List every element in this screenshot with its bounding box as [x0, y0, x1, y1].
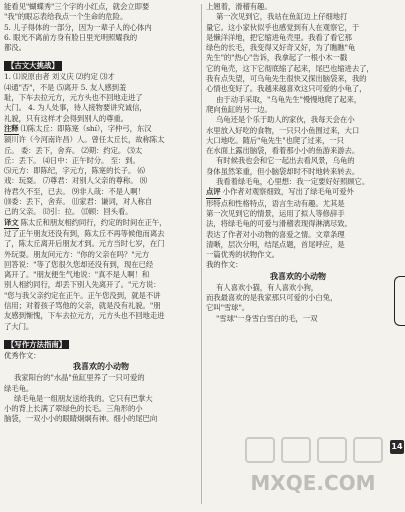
essay-continued-line: 第一次见到它，我站在鱼缸边上仔细地打: [216, 12, 348, 22]
notes-line: 注释 ⑴陈太丘：即陈寔（shí），字仲弓，东汉: [4, 124, 198, 135]
essay-continued-line: 在水面上露出脑袋，看着那小小的鱼游来游去。: [206, 146, 360, 156]
translation-line: 别人相约同行，却丢下别人先离开了。"元方说：: [4, 280, 161, 290]
notes-line: 丘。 委：丢下，舍弃。 ⑵期：约定。 ⑶太: [4, 145, 142, 155]
comment-line: 形特点和性格特点，语言生动有趣。尤其是: [206, 198, 345, 208]
essay-continued-line: 身体虽然笨重，但小脑袋却时不时地转来转去。: [206, 166, 360, 176]
translation-line: 过了正午朋友还没有到，陈太丘不再等候他而离去: [4, 228, 165, 238]
notes-line: ⑸元方：即陈纪，字元方，陈寔的长子。 ⑹: [4, 166, 145, 176]
my-writing-label: 我的作文：: [206, 260, 243, 270]
right-column: [206, 2, 390, 324]
translation-line: 回答说："等了您很久您却还没有到，现在已经: [4, 259, 154, 269]
notes-line: 丘：丢下。 ⑷日中：正午时分。 至：到。: [4, 155, 140, 165]
essay-continued-line: 我看着绿毛龟，心里想：我一定要好好照顾它。: [216, 177, 370, 187]
notes-line: 颍川许（今河南许昌）人。曾任太丘长，故称陈太: [4, 135, 165, 145]
essay-continued-line: 心情也变好了。我越来越喜欢这只可爱的小龟了，: [206, 84, 367, 94]
comment-line: 第一次见到它的情景，运用了拟人等修辞手: [206, 208, 345, 218]
notes-line: ⑽委：丢下，舍弃。 ⑾家君：谦词，对人称自: [4, 197, 153, 207]
comment-label: 点评: [206, 187, 221, 198]
essay-continued-line: 量它。这小家伙似乎也感觉到有人在观察它，于: [206, 22, 360, 32]
translation-line: 外玩耍。朋友问元方："你的父亲在吗？"元方: [4, 249, 150, 259]
comment-line: 点评 小作者对观察细致，写出了绿毛龟可爱外: [206, 187, 390, 198]
classic-answer-line: 耻，下车去拉元方，元方头也不回地走进了: [4, 93, 143, 103]
classic-answer-line: 1. ⑴说原由者 刘义庆 ⑵约定 ⑶才: [4, 72, 115, 82]
answer-line: 都没。: [4, 43, 26, 53]
svg-text:MXQE.COM: MXQE.COM: [250, 471, 376, 495]
comment-line: 一篇优秀的状物作文。: [206, 250, 279, 260]
answer-line: 5. 儿子得体的一部分，因为一辈子人的心体内: [4, 22, 152, 32]
essay-continued-line: 上翘着，滑稽有趣。: [206, 2, 272, 11]
essay-continued-line: 水里放入好吃的食物，一只只小鱼围过来，大口: [206, 125, 360, 135]
essay-title: 我喜欢的小动物: [73, 362, 129, 372]
essay-continued-line: 我有点失望，可乌龟先生很快又探出脑袋来，我的: [206, 74, 367, 84]
student-essay-line: 它叫"雪球"。: [206, 303, 250, 313]
translation-line: 译文 陈太丘和朋友相约同行，约定的时间在正午，: [4, 218, 198, 229]
translation-line: 了，陈太丘离开后朋友才到。元方当时七岁，在门: [4, 239, 165, 249]
translation-line: 离开了。"朋友便生气地说："真不是人啊！和: [4, 270, 150, 280]
translation-line: 信用；对着孩子骂他的父亲，就是没有礼貌。"朋: [4, 301, 161, 311]
essay-continued-line: 它的龟壳，这下它彻底缩了起来，尾巴也缩进去了，: [206, 63, 374, 73]
essay-continued-line: 绿色的长毛，我变得又好奇又好，为了瞧瞧"龟: [206, 43, 356, 53]
essay-line: 绿毛龟。: [4, 383, 34, 393]
essay-line: 脑袋，一双小小的眼睛炯炯有神。细小的尾巴向: [4, 414, 158, 424]
column-divider: [201, 4, 202, 504]
essay-line: 我家阳台的"水晶"鱼缸里养了一只可爱的: [14, 373, 145, 383]
classic-answer-line: 礼貌，只有这样才会得到别人的尊重。: [4, 113, 128, 123]
comment-line: 法，将绿毛龟的可爱与滑稽表现得淋漓尽致。: [206, 219, 352, 229]
comment-line: 清晰，层次分明，结尾点题，首尾呼应，是: [206, 239, 345, 249]
page-tab-marker: [394, 276, 405, 326]
notes-line: 待君久不至，已去。 ⑼非人哉：不是人啊！: [4, 186, 145, 196]
essay-continued-line: 有时候我也会和它一起出去看风景，乌龟的: [216, 156, 355, 166]
essay-title: 我喜欢的小动物: [270, 271, 326, 281]
translation-line: "您与我父亲约定在正午。正午您没到，就是不讲: [4, 290, 161, 300]
watermark-logo: [238, 432, 388, 502]
translation-label: 译文: [4, 218, 19, 229]
section-heading-classic: 【古文大挑战】: [4, 61, 62, 71]
answer-line: 能看见"蝴蝶秀"三个字的小红点，就会立即要: [4, 2, 150, 11]
essay-line: 小的背上长满了翠绿色的长毛。三角形的小: [4, 404, 143, 414]
translation-line: 了大门。: [4, 321, 34, 331]
left-column: [4, 2, 198, 425]
essay-continued-line: 由于动手采取，"乌龟先生"慢慢地爬了起来，: [216, 94, 362, 104]
notes-label: 注释: [4, 124, 19, 135]
student-essay-line: 有人喜欢小猫，有人喜欢小狗，: [216, 282, 319, 292]
essay-continued-line: 先生"的"热心"告诉，我拿起了一根小木一戳: [206, 53, 348, 63]
classic-answer-line: ⑷通"否"，不是 ⑸离开 5. 友人感到羞: [4, 82, 127, 92]
notes-line: 己的父亲。 ⑿引：拉。 ⒀顾：回头看。: [4, 207, 133, 217]
answer-line: "我"的眼忘表给我点一个生命的危险。: [4, 12, 128, 22]
student-essay-line: "雪球"一身雪白雪白的毛，一双: [216, 313, 318, 323]
essay-continued-line: 是懒洋洋地，把它缩进龟壳里。我看了看它那: [206, 32, 352, 42]
notes-line: 戏：玩耍。 ⑺尊君：对别人父亲的尊称。 ⑻: [4, 176, 148, 186]
answer-line: 6. 眼光不离前方身有脸日里光明照耀我的: [4, 32, 138, 42]
translation-line: 友感到惭愧，下车去拉元方，元方头也不回地走进: [4, 311, 165, 321]
student-essay-line: 而我最喜欢的是我家那只可爱的小白兔，: [206, 293, 338, 303]
classic-answer-line: 大门。 4. 为人处事，待人接物要讲究诚信，: [4, 103, 147, 113]
page-number: 14: [390, 440, 404, 454]
essay-continued-line: 大口地吃。随后"龟先生"也爬了过来，一只: [206, 135, 344, 145]
section-heading-writing: 【写作方法指南】: [4, 340, 69, 350]
essay-line: 绿毛龟是一组朋友送给我的。它只有巴掌大: [14, 393, 153, 403]
essay-continued-line: 爬向鱼缸的另一边。: [206, 104, 272, 114]
writing-subheading: 优秀作文：: [4, 350, 41, 360]
comment-line: 表达了作者对小动物的喜爱之情。文章条理: [206, 229, 345, 239]
essay-continued-line: 乌龟还是个乐于助人的家伙，我每天会在小: [216, 115, 355, 125]
